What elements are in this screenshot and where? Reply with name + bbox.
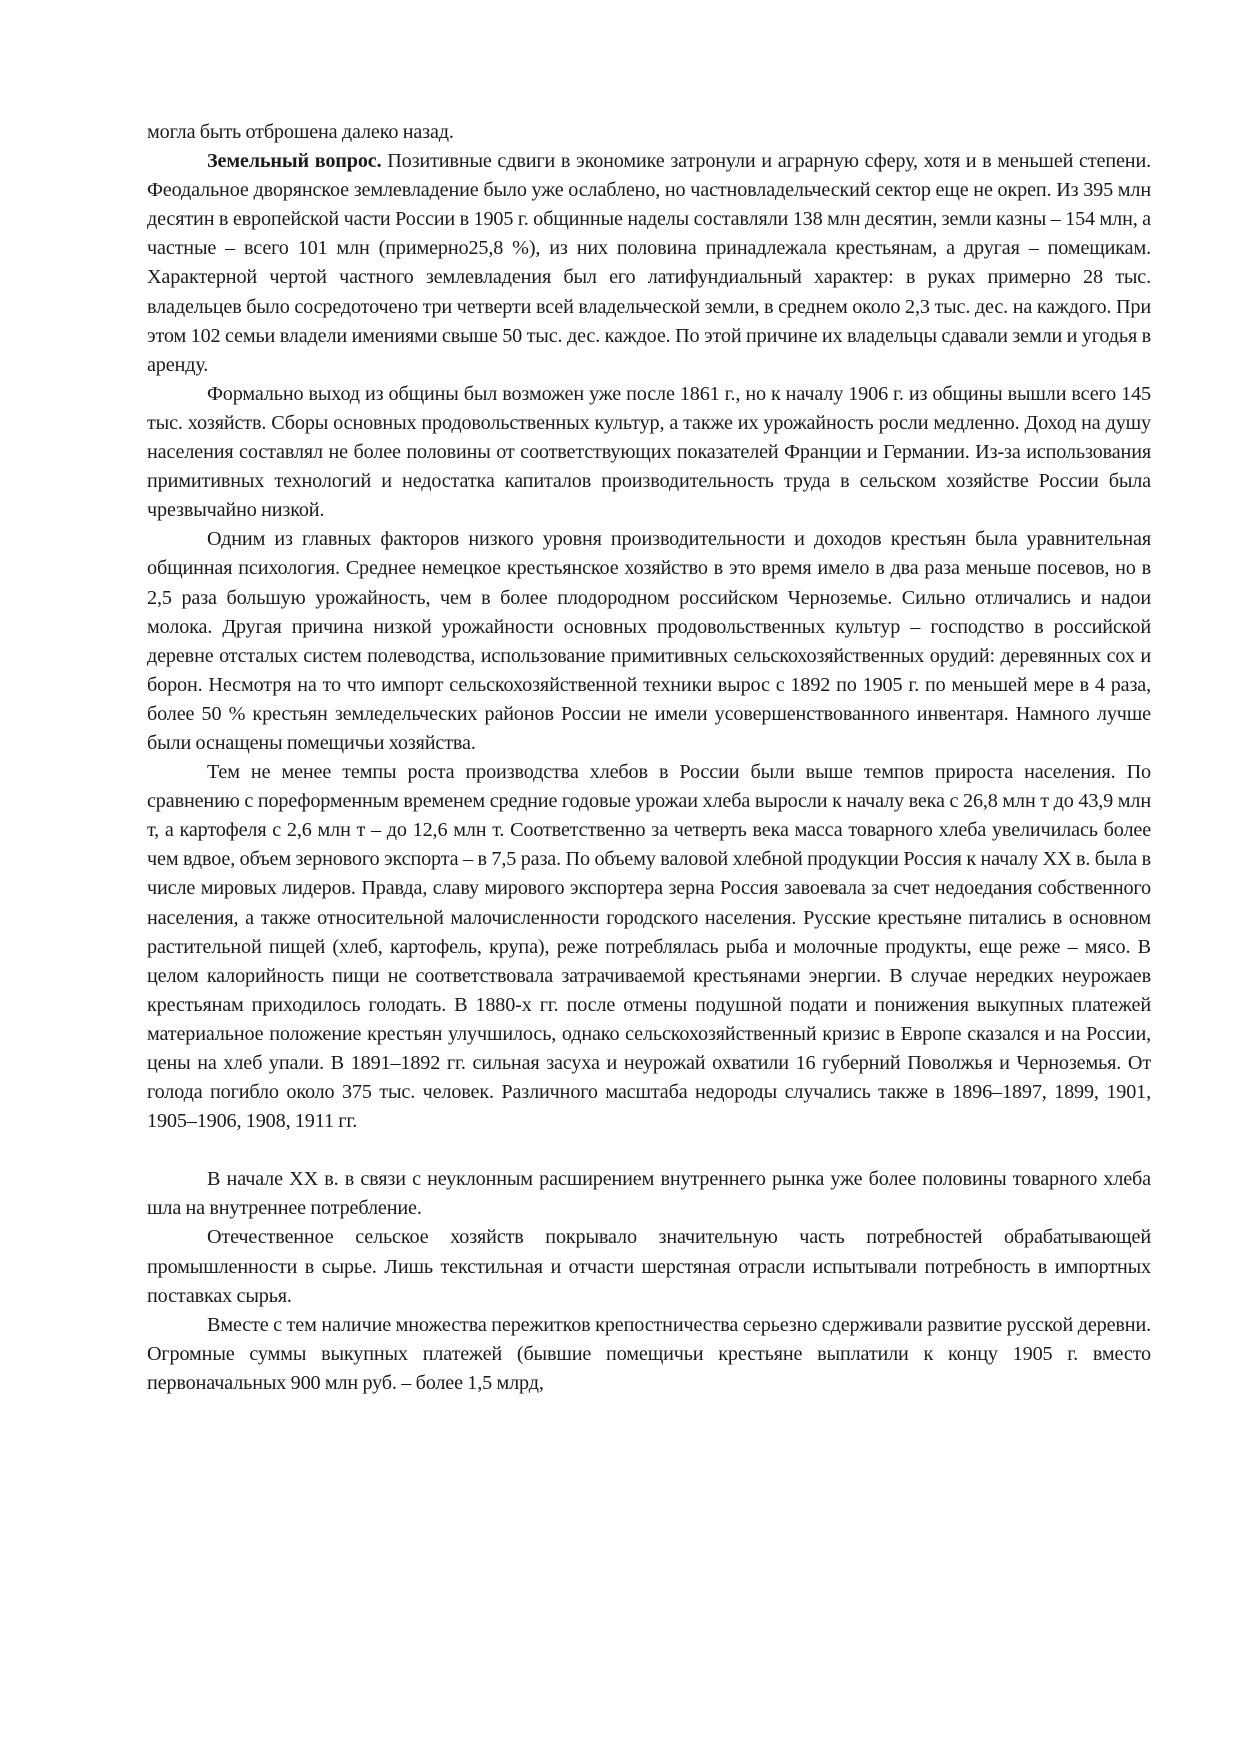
paragraph-text: Формально выход из общины был возможен уже после 1861 г., но к началу 1906 г. из общины вышли всего 145 тыс. хозяйств. Сборы основных продовольственных культур, а также их урожайность росли медленно. Доход на душу населения составлял не более половины от соответствующих показателей Франции и Германии. Из-за использования примитивных технологий и недостатка капиталов производительность труда в сельском хозяйстве России была чрезвычайно низкой. [147, 382, 1151, 522]
document-page [147, 118, 1151, 1398]
paragraph-text: Тем не менее темпы роста производства хлебов в России были выше темпов прироста населения. По сравнению с пореформенным временем средние годовые урожаи хлеба выросли к началу века с 26,8 млн т до 43,9 млн т, а картофеля с 2,6 млн т – до 12,6 млн т. Соответственно за четверть века масса товарного хлеба увеличилась более чем вдвое, объем зернового экспорта – в 7,5 раза. По объему валовой хлебной продукции Россия к началу XX в. была в числе мировых лидеров. Правда, славу мирового экспортера зерна Россия завоевала за счет недоедания собственного населения, а также относительной малочисленности городского населения. Русские крестьяне питались в основном растительной пищей (хлеб, картофель, крупа), реже потреблялась рыба и молочные продукты, еще реже – мясо. В целом калорийность пищи не соответствовала затрачиваемой крестьянами энергии. В случае нередких неурожаев крестьянам приходилось голодать. В 1880-х гг. после отмены подушной подати и понижения выкупных платежей материальное положение крестьян улучшилось, однако сельскохозяйственный кризис в Европе сказался и на России, цены на хлеб упали. В 1891–1892 гг. сильная засуха и неурожай охватили 16 губерний Поволжья и Черноземья. От голода погибло около 375 тыс. человек. Различного масштаба недороды случались также в 1896–1897, 1899, 1901, 1905–1906, 1908, 1911 гг. [147, 761, 1151, 1133]
paragraph-land-question [147, 147, 1151, 380]
paragraph-community-exit [147, 380, 1151, 525]
paragraph-text: могла быть отброшена далеко назад. [147, 121, 454, 143]
paragraph-internal-market [147, 1165, 1151, 1223]
paragraph-continuation [147, 118, 1151, 147]
paragraph-productivity-factors [147, 525, 1151, 758]
paragraph-text: Вместе с тем наличие множества пережитков крепостничества серьезно сдерживали развитие русской деревни. Огромные суммы выкупных платежей (бывшие помещичьи крестьяне выплатили к концу 1905 г. вместо первоначальных 900 млн руб. – более 1,5 млрд, [147, 1313, 1151, 1394]
paragraph-text: Отечественное сельское хозяйств покрывало значительную часть потребностей обрабатывающей промышленности в сырье. Лишь текстильная и отчасти шерстяная отрасли испытывали потребность в импортных поставках сырья. [147, 1226, 1151, 1307]
section-heading: Земельный вопрос. [207, 150, 382, 173]
paragraph-raw-materials [147, 1223, 1151, 1310]
paragraph-serfdom-remnants [147, 1311, 1151, 1398]
paragraph-text: В начале XX в. в связи с неуклонным расширением внутреннего рынка уже более половины товарного хлеба шла на внутреннее потребление. [147, 1168, 1151, 1220]
paragraph-text: Позитивные сдвиги в экономике затронули и аграрную сферу, хотя и в меньшей степени. Феодальное дворянское землевладение было уже ослаблено, но частновладельческий сектор еще не окреп. Из 395 млн десятин в европейской части России в 1905 г. общинные наделы составляли 138 млн десятин, земли казны – 154 млн, а частные – всего 101 млн (примерно25,8 %), из них половина принадлежала крестьянам, а другая – помещикам. Характерной чертой частного землевладения был его латифундиальный характер: в руках примерно 28 тыс. владельцев было сосредоточено три четверти всей владельческой земли, в среднем около 2,3 тыс. дес. на каждого. При этом 102 семьи владели имениями свыше 50 тыс. дес. каждое. По этой причине их владельцы сдавали земли и угодья в аренду. [147, 150, 1151, 376]
paragraph-text: Одним из главных факторов низкого уровня производительности и доходов крестьян была уравнительная общинная психология. Среднее немецкое крестьянское хозяйство в это время имело в два раза меньше посевов, но в 2,5 раза большую урожайность, чем в более плодородном российском Черноземье. Сильно отличались и надои молока. Другая причина низкой урожайности основных продовольственных культур – господство в российской деревне отсталых систем полеводства, использование примитивных сельскохозяйственных орудий: деревянных сох и борон. Несмотря на то что импорт сельскохозяйственной техники вырос с 1892 по 1905 г. по меньшей мере в 4 раза, более 50 % крестьян земледельческих районов России не имели усовершенствованного инвентаря. Намного лучше были оснащены помещичьи хозяйства. [147, 528, 1151, 754]
paragraph-grain-production [147, 758, 1151, 1136]
